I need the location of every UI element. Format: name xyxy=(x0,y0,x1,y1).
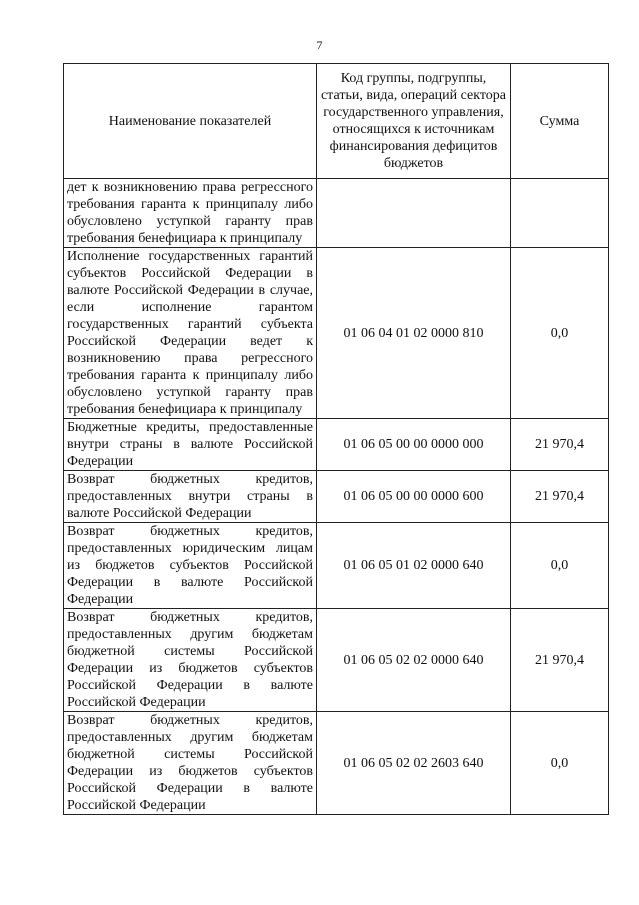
row-sum: 0,0 xyxy=(511,712,609,815)
row-name: Возврат бюджетных кредитов, предоставленных внутри страны в валюте Российской Федерации xyxy=(64,471,317,523)
row-sum: 0,0 xyxy=(511,248,609,419)
row-sum: 21 970,4 xyxy=(511,471,609,523)
row-code: 01 06 04 01 02 0000 810 xyxy=(317,248,511,419)
budget-table xyxy=(63,63,609,815)
table-row xyxy=(64,712,609,815)
table-row xyxy=(64,248,609,419)
row-code: 01 06 05 00 00 0000 600 xyxy=(317,471,511,523)
row-name: Возврат бюджетных кредитов, предоставленных юридическим лицам из бюджетов субъектов Российской Федерации в валюте Российской Федерации xyxy=(64,523,317,609)
table-row xyxy=(64,179,609,248)
row-name: Возврат бюджетных кредитов, предоставленных другим бюджетам бюджетной системы Российской Федерации из бюджетов субъектов Российской Федерации в валюте Российской Федерации xyxy=(64,609,317,712)
row-sum: 21 970,4 xyxy=(511,609,609,712)
row-sum: 0,0 xyxy=(511,523,609,609)
row-sum xyxy=(511,179,609,248)
row-code: 01 06 05 02 02 0000 640 xyxy=(317,609,511,712)
row-code: 01 06 05 00 00 0000 000 xyxy=(317,419,511,471)
table-row xyxy=(64,471,609,523)
header-name: Наименование показателей xyxy=(64,64,317,179)
table-row xyxy=(64,609,609,712)
row-sum: 21 970,4 xyxy=(511,419,609,471)
row-name: Возврат бюджетных кредитов, предоставленных другим бюджетам бюджетной системы Российской Федерации из бюджетов субъектов Российской Федерации в валюте Российской Федерации xyxy=(64,712,317,815)
row-name: Исполнение государственных гарантий субъектов Российской Федерации в валюте Российской Федерации в случае, если исполнение гарантом государственных гарантий субъекта Российской Федерации ведет к возникновению права регрессного требования гаранта к принципалу либо обусловлено уступкой гаранту прав требования бенефициара к принципалу xyxy=(64,248,317,419)
table-row xyxy=(64,523,609,609)
table-header-row xyxy=(64,64,609,179)
header-sum: Сумма xyxy=(511,64,609,179)
row-name: дет к возникновению права регрессного требования гаранта к принципалу либо обусловлено уступкой гаранту прав требования бенефициара к принципалу xyxy=(64,179,317,248)
table-row xyxy=(64,419,609,471)
header-code: Код группы, подгруппы, статьи, вида, операций сектора государственного управления, относящихся к источникам финансирования дефицитов бюджетов xyxy=(317,64,511,179)
page-number: 7 xyxy=(316,38,323,52)
row-code: 01 06 05 02 02 2603 640 xyxy=(317,712,511,815)
row-name: Бюджетные кредиты, предоставленные внутри страны в валюте Российской Федерации xyxy=(64,419,317,471)
row-code xyxy=(317,179,511,248)
row-code: 01 06 05 01 02 0000 640 xyxy=(317,523,511,609)
